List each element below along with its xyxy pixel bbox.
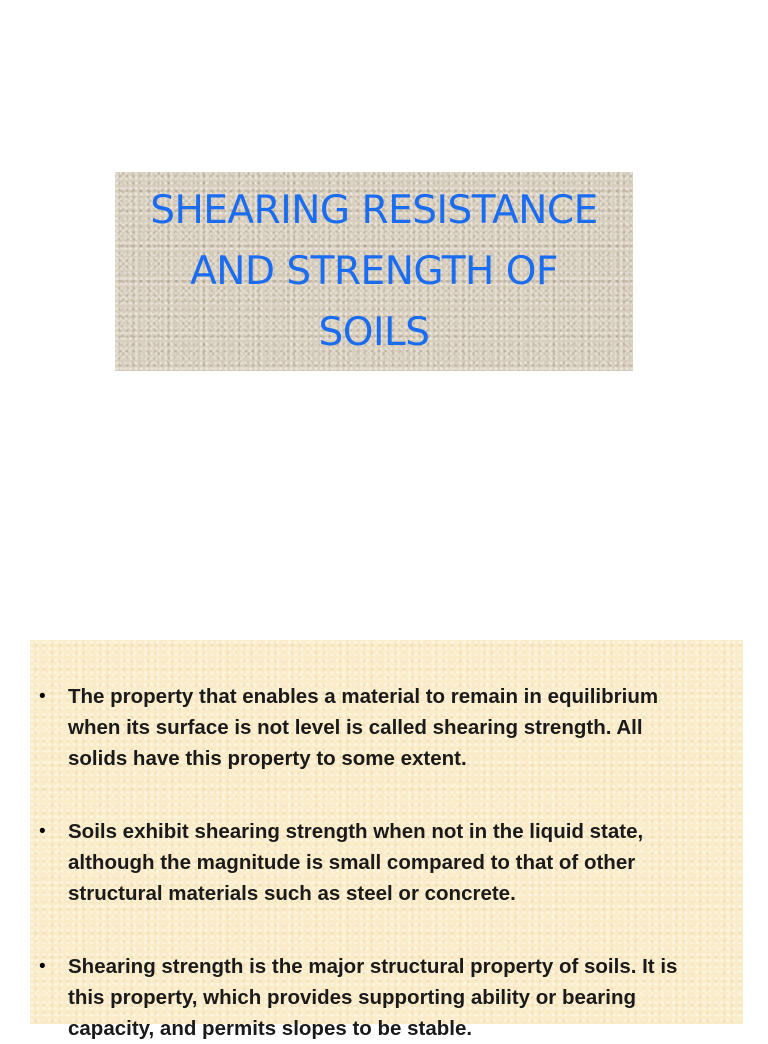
bullet-marker: • (39, 956, 46, 977)
slide-title (150, 180, 598, 363)
title-slide (115, 172, 633, 371)
title-line-2: AND STRENGTH OF (190, 249, 558, 294)
title-line-1: SHEARING RESISTANCE (150, 188, 598, 233)
bullet-text: Soils exhibit shearing strength when not in the liquid state, although the magnitude is small compared to that of other structural materials such as steel or concrete. (68, 820, 644, 905)
bullet-text: Shearing strength is the major structural property of soils. It is this property, which provides supporting ability or bearing capacity, and permits slopes to be stable. (68, 955, 678, 1040)
bullet-marker: • (39, 686, 46, 707)
bullet-marker: • (39, 821, 46, 842)
title-line-3: SOILS (318, 310, 430, 355)
content-slide (30, 640, 743, 1040)
bullet-text: The property that enables a material to remain in equilibrium when its surface is not level is called shearing strength. All solids have this property to some extent. (68, 685, 659, 770)
